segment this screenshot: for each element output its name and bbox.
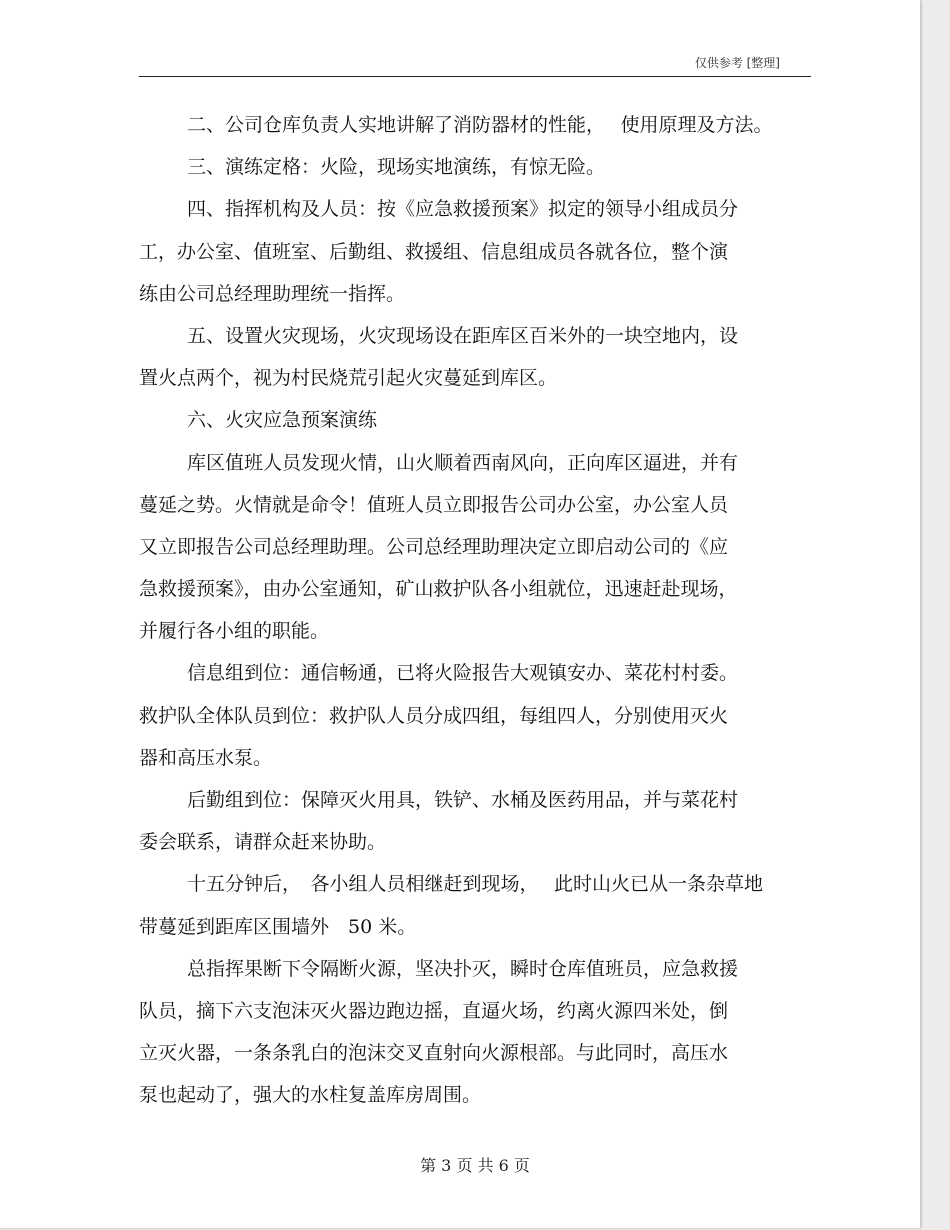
text-line: 三、演练定格：火险，现场实地演练，有惊无险。 [187,156,606,179]
text-line: 蔓延之势。火情就是命令！值班人员立即报告公司办公室，办公室人员 [139,493,729,516]
text-line: 立灭火器，一条条乳白的泡沫交叉直射向火源根部。与此同时，高压水 [139,1042,729,1065]
page-footer: 第 3 页 共 6 页 [420,1156,530,1175]
text-line: 五、设置火灾现场，火灾现场设在距库区百米外的一块空地内，设 [187,324,739,347]
text-line: 委会联系，请群众赶来协助。 [139,831,387,854]
text-line: 四、指挥机构及人员：按《应急救援预案》拟定的领导小组成员分 [187,198,739,221]
text-line: 队员，摘下六支泡沫灭火器边跑边摇，直逼火场，约离火源四米处，倒 [139,999,729,1022]
text-line: 信息组到位：通信畅通，已将火险报告大观镇安办、菜花村村委。 [187,662,739,685]
text-line: 置火点两个，视为村民烧荒引起火灾蔓延到库区。 [139,367,558,390]
text-line: 器和高压水泵。 [139,746,273,769]
text-line: 十五分钟后， 各小组人员相继赶到现场， 此时山火已从一条杂草地 [187,873,764,896]
text-line: 急救援预案》，由办公室通知，矿山救护队各小组就位，迅速赶赴现场， [139,578,738,601]
text-line: 带蔓延到距库区围墙外 50 米。 [139,915,417,938]
text-line: 并履行各小组的职能。 [139,620,330,643]
text-line: 练由公司总经理助理统一指挥。 [139,282,406,305]
text-line: 总指挥果断下令隔断火源，坚决扑灭，瞬时仓库值班员，应急救援 [187,957,739,980]
text-line: 救护队全体队员到位：救护队人员分成四组，每组四人，分别使用灭火 [139,704,729,727]
document-body [139,104,819,1117]
header-divider [139,76,811,77]
text-line: 工，办公室、值班室、后勤组、救援组、信息组成员各就各位，整个演 [139,240,729,263]
text-line: 泵也起动了，强大的水柱复盖库房周围。 [139,1084,482,1107]
text-line: 二、公司仓库负责人实地讲解了消防器材的性能， 使用原理及方法。 [187,114,773,136]
text-line: 又立即报告公司总经理助理。公司总经理助理决定立即启动公司的《应 [139,535,729,558]
page-header: 仅供参考 [整理] [694,56,780,70]
text-line: 六、火灾应急预案演练 [187,409,378,432]
text-line: 后勤组到位：保障灭火用具，铁铲、水桶及医药用品，并与菜花村 [187,789,739,811]
text-line: 库区值班人员发现火情，山火顺着西南风向，正向库区逼进，并有 [187,451,739,474]
